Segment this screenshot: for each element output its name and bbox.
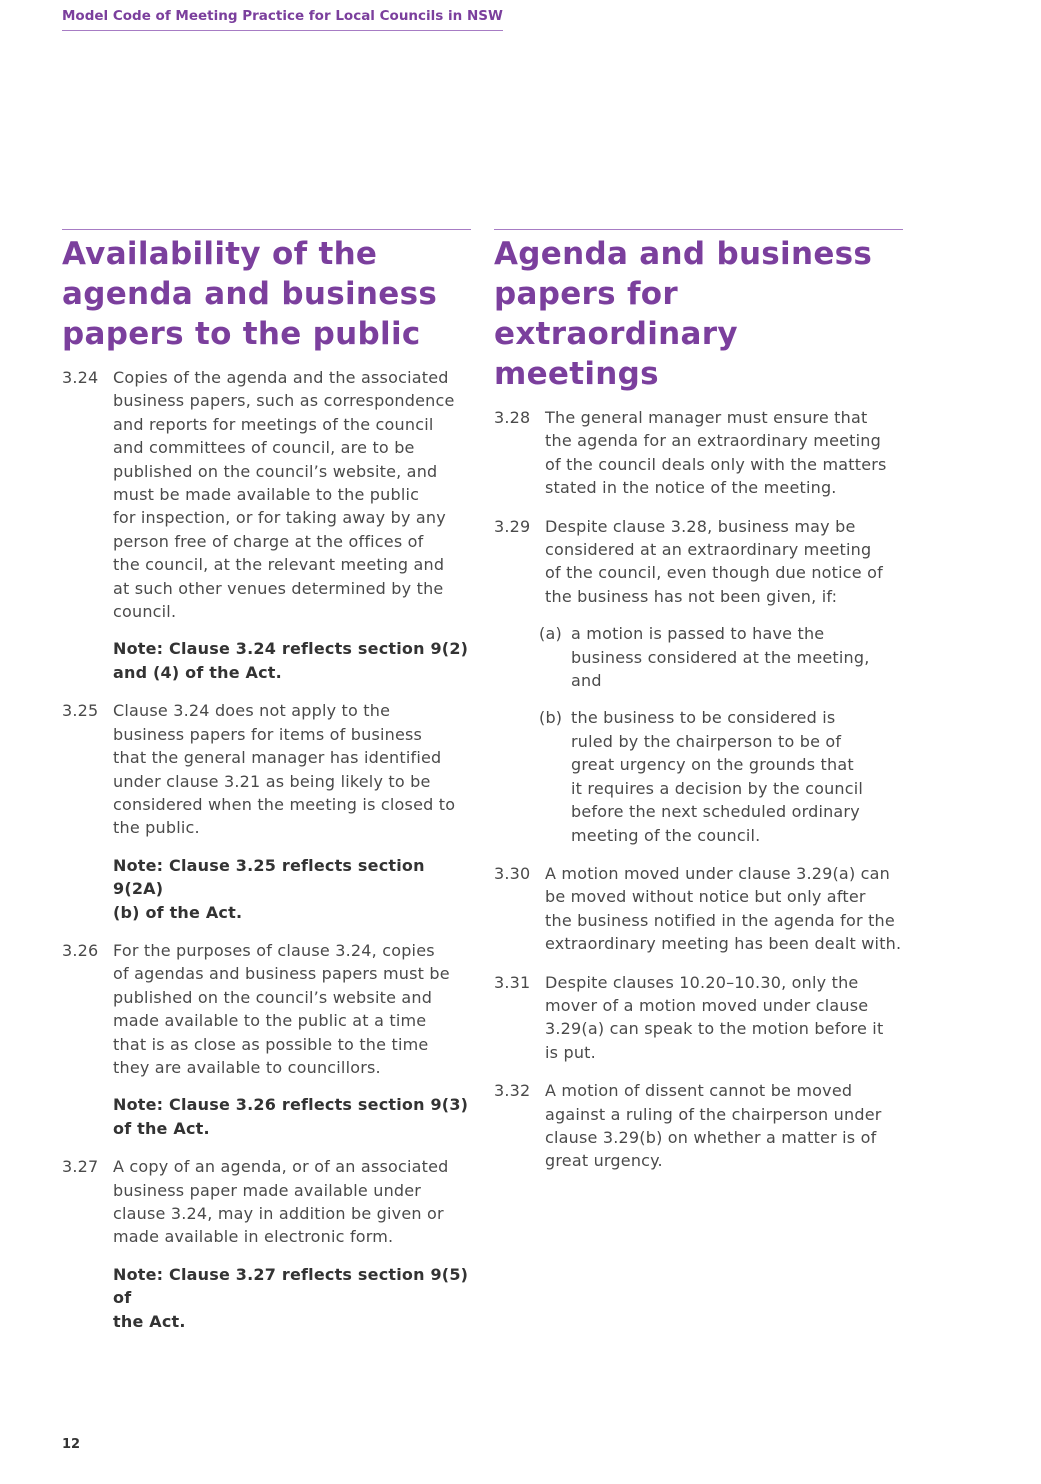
text-line: stated in the notice of the meeting.: [545, 478, 837, 498]
text-line: mover of a motion moved under clause: [545, 995, 869, 1015]
text-line: at such other venues determined by the: [113, 578, 444, 598]
clause-text: [545, 971, 903, 1065]
clause-3-27: [62, 1155, 471, 1333]
clause-3-28: [494, 406, 903, 500]
clause-3-30: [494, 862, 903, 956]
clause-note: [113, 1263, 471, 1333]
text-line: Agenda and business: [494, 236, 873, 272]
sub-clause: [539, 622, 903, 692]
text-line: The general manager must ensure that: [545, 408, 868, 427]
text-line: great urgency on the grounds that: [571, 755, 854, 775]
text-line: ruled by the chairperson to be of: [571, 731, 842, 751]
text-line: the business to be considered is: [571, 708, 836, 728]
text-line: meeting of the council.: [571, 825, 761, 845]
text-line: person free of charge at the offices of: [113, 531, 424, 551]
clause-number: 3.26: [62, 940, 99, 960]
clause-number: 3.30: [494, 863, 531, 883]
clause-text: [545, 406, 903, 500]
text-line: agenda and business: [62, 276, 438, 312]
clause-list: [494, 406, 903, 1173]
text-line: great urgency.: [545, 1151, 663, 1171]
text-line: a motion is passed to have the: [571, 624, 825, 644]
section-heading: [494, 234, 903, 394]
text-line: the council, at the relevant meeting and: [113, 555, 445, 575]
text-line: of the Act.: [113, 1118, 210, 1138]
text-line: papers for extraordinary: [494, 276, 738, 352]
text-line: (b) of the Act.: [113, 902, 243, 922]
text-line: under clause 3.21 as being likely to be: [113, 771, 431, 791]
sub-clause-label: (b): [539, 708, 563, 728]
clause-body: [545, 862, 903, 956]
text-line: clause 3.24, may in addition be given or: [113, 1204, 444, 1223]
clause-list: [62, 366, 471, 1333]
page-number: 12: [62, 1437, 81, 1452]
clause-body: [113, 366, 471, 684]
text-line: published on the council’s website, and: [113, 461, 438, 481]
clause-number: 3.28: [494, 408, 531, 427]
text-line: that the general manager has identified: [113, 748, 442, 768]
section-extraordinary-meetings: [494, 229, 903, 1188]
running-header: Model Code of Meeting Practice for Local Councils in NSW: [62, 8, 503, 31]
text-line: Copies of the agenda and the associated: [113, 368, 449, 387]
clause-text: [545, 862, 903, 956]
text-line: Note: Clause 3.26 reflects section 9(3): [113, 1095, 469, 1115]
text-line: made available in electronic form.: [113, 1227, 394, 1247]
text-line: of the council deals only with the matters: [545, 454, 887, 474]
clause-number: 3.24: [62, 368, 99, 387]
text-line: they are available to councillors.: [113, 1057, 381, 1077]
clause-3-31: [494, 971, 903, 1065]
text-line: the business has not been given, if:: [545, 586, 838, 606]
clause-text: [545, 515, 903, 609]
text-line: business papers for items of business: [113, 724, 423, 744]
clause-body: [113, 939, 471, 1140]
text-line: it requires a decision by the council: [571, 778, 864, 798]
sub-clause-label: (a): [539, 624, 562, 644]
text-line: of agendas and business papers must be: [113, 964, 450, 984]
clause-3-25: [62, 699, 471, 924]
text-line: A motion of dissent cannot be moved: [545, 1081, 853, 1101]
clause-body: [113, 1155, 471, 1333]
section-heading: [62, 234, 471, 354]
text-line: be moved without notice but only after: [545, 887, 866, 907]
text-line: and committees of council, are to be: [113, 438, 415, 458]
text-line: and: [571, 671, 602, 691]
text-line: Note: Clause 3.27 reflects section 9(5) of: [113, 1264, 469, 1308]
clause-text: [113, 1155, 471, 1249]
clause-number: 3.25: [62, 701, 99, 721]
text-line: extraordinary meeting has been dealt with.: [545, 934, 902, 954]
text-line: business paper made available under: [113, 1180, 422, 1200]
clause-body: [539, 515, 903, 847]
text-line: Note: Clause 3.24 reflects section 9(2): [113, 639, 469, 659]
sub-clause: [539, 706, 903, 846]
text-line: For the purposes of clause 3.24, copies: [113, 940, 435, 960]
text-line: against a ruling of the chairperson under: [545, 1104, 882, 1124]
clause-text: [113, 699, 471, 839]
clause-3-24: [62, 366, 471, 684]
clause-text: [545, 1079, 903, 1173]
clause-3-29: [494, 515, 903, 847]
section-public-availability: [62, 229, 471, 1348]
clause-number: 3.31: [494, 972, 531, 992]
clause-3-32: [494, 1079, 903, 1173]
text-line: A motion moved under clause 3.29(a) can: [545, 863, 891, 883]
text-line: considered when the meeting is closed to: [113, 794, 456, 814]
text-line: and reports for meetings of the council: [113, 414, 434, 434]
text-line: must be made available to the public: [113, 485, 420, 505]
sub-clause-text: [571, 622, 903, 692]
clause-body: [545, 1079, 903, 1173]
sub-clause-text: [571, 706, 903, 846]
text-line: Note: Clause 3.25 reflects section 9(2A): [113, 855, 425, 899]
clause-note: [113, 854, 471, 924]
text-line: council.: [113, 602, 177, 622]
clause-body: [545, 406, 903, 500]
section-divider: [62, 229, 471, 230]
text-line: 3.29(a) can speak to the motion before it: [545, 1019, 884, 1039]
text-line: the business notified in the agenda for the: [545, 910, 895, 930]
text-line: the agenda for an extraordinary meeting: [545, 431, 881, 451]
clause-text: [113, 939, 471, 1079]
text-line: made available to the public at a time: [113, 1011, 427, 1031]
text-line: that is as close as possible to the time: [113, 1034, 429, 1054]
text-line: is put.: [545, 1042, 596, 1062]
clause-note: [113, 637, 471, 684]
text-line: published on the council’s website and: [113, 987, 433, 1007]
text-line: before the next scheduled ordinary: [571, 802, 860, 822]
text-line: for inspection, or for taking away by any: [113, 508, 446, 528]
text-line: Despite clauses 10.20–10.30, only the: [545, 972, 859, 992]
text-line: considered at an extraordinary meeting: [545, 540, 872, 560]
section-divider: [494, 229, 903, 230]
text-line: papers to the public: [62, 316, 421, 352]
text-line: business considered at the meeting,: [571, 647, 870, 667]
text-line: of the council, even though due notice of: [545, 563, 883, 583]
text-line: Despite clause 3.28, business may be: [545, 516, 856, 536]
text-line: meetings: [494, 356, 659, 392]
clause-body: [113, 699, 471, 924]
text-line: the Act.: [113, 1311, 186, 1331]
text-line: Clause 3.24 does not apply to the: [113, 701, 391, 721]
clause-note: [113, 1093, 471, 1140]
clause-body: [545, 971, 903, 1065]
clause-number: 3.29: [494, 516, 531, 536]
clause-number: 3.27: [62, 1157, 99, 1177]
clause-number: 3.32: [494, 1081, 531, 1101]
clause-text: [113, 366, 471, 623]
text-line: the public.: [113, 818, 200, 838]
text-line: and (4) of the Act.: [113, 662, 282, 682]
clause-3-26: [62, 939, 471, 1140]
text-line: Availability of the: [62, 236, 378, 272]
text-line: A copy of an agenda, or of an associated: [113, 1157, 449, 1177]
text-line: business papers, such as correspondence: [113, 391, 455, 411]
text-line: clause 3.29(b) on whether a matter is of: [545, 1127, 877, 1147]
